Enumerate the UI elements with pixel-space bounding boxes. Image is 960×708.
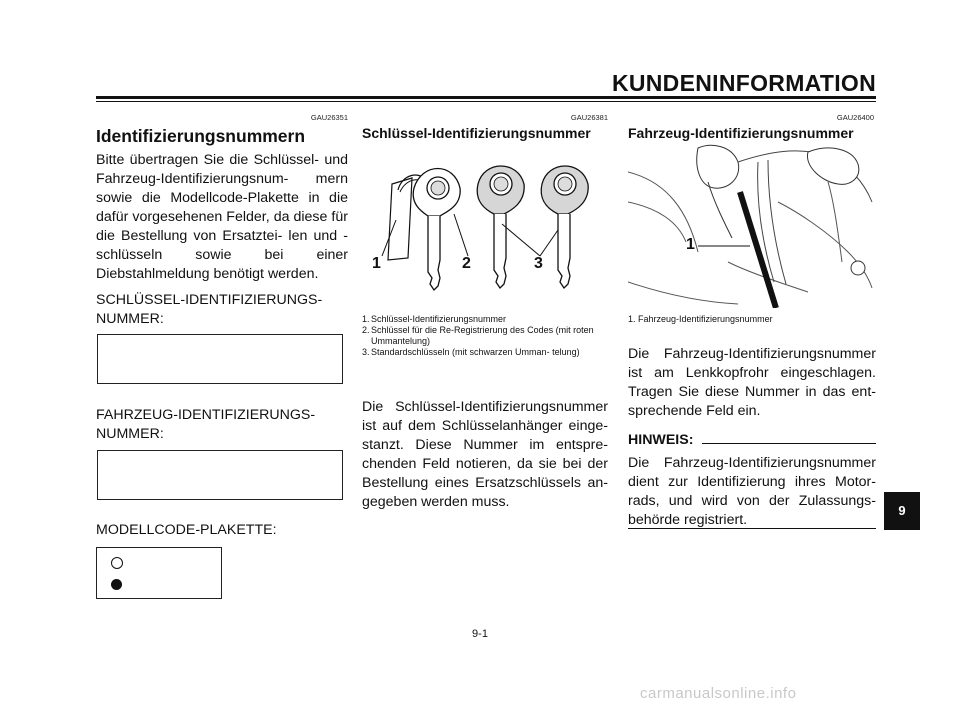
note-title: HINWEIS: [628,432,694,448]
key-paragraph: Die Schlüssel-Identifizierungsnummer ist auf dem Schlüsselanhänger einge- stanzt. Diese Nummer im entspre- chenden Feld notieren, da sie bei der Bestellung eines Ersatzschlüssels an- gegeben werden muss. [362,399,608,510]
leader-line-3b [502,224,540,256]
yamaha-logo-icon [431,181,445,195]
yamaha-logo-icon [494,177,508,191]
key-figure-captions [362,314,608,358]
header-rule [96,96,876,99]
intro-paragraph: Bitte übertragen Sie die Schlüssel- und Fahrzeug-Identifizierungsnum- mern sowie die Modellcode-Plakette in die dafür vorgesehenen Felder, da diese für die Bestellung von Ersatztei- len und -schlüsseln sowie bei einer Diebstahlmeldung benötigt werden. [96,152,348,282]
vin-label-line2: NUMMER: [96,426,164,442]
vin-field[interactable] [97,450,343,500]
key-id-label-line2: NUMMER: [96,311,164,327]
yamaha-logo-icon [558,177,572,191]
section-code: GAU26400 [836,113,874,122]
keys-figure [362,160,608,300]
vin-label-line1: FAHRZEUG-IDENTIFIZIERUNGS- [96,407,316,423]
callout-1: 1 [686,236,695,253]
open-circle-icon [111,557,123,569]
frame-figure-caption: 1. Fahrzeug-Identifizierungsnummer [628,314,773,324]
frame-figure [628,142,876,308]
caption-item: 3. Standardschlüsseln (mit schwarzen Umman- telung) [362,347,580,357]
filled-circle-icon [111,579,122,590]
note-end-rule [628,528,876,529]
watermark: carmanualsonline.info [640,685,797,702]
leader-line-3a [540,230,558,256]
key-id-field[interactable] [97,334,343,384]
callout-3: 3 [534,255,543,272]
key-id-label [96,291,322,329]
page-title: KUNDENINFORMATION [611,70,876,96]
section-code: GAU26351 [310,113,348,122]
key-tag [388,178,412,260]
key-id-label-line1: SCHLÜSSEL-IDENTIFIZIERUNGS- [96,292,323,308]
caption-item: 1. Schlüssel-Identifizierungsnummer [362,314,507,324]
callout-2: 2 [462,255,471,272]
section-heading: Fahrzeug-Identifizierungsnummer [628,125,854,141]
model-code-label: MODELLCODE-PLAKETTE: [96,522,277,538]
model-code-field[interactable] [96,547,222,599]
note-rule [702,443,876,444]
caption-item: 2. Schlüssel für die Re-Registrierung des Codes (mit roten Ummantelung) [362,325,594,346]
section-heading: Schlüssel-Identifizierungsnummer [362,125,591,141]
header-rule-thin [96,101,876,102]
leader-line-2 [454,214,468,256]
chapter-tab: 9 [884,492,920,530]
vin-label [96,406,315,444]
note-paragraph: Die Fahrzeug-Identifizierungsnummer dient zur Identifizierung ihres Motor- rads, und wird von der Zulassungs- behörde registriert. [628,455,876,528]
page-number: 9-1 [472,628,488,640]
section-code: GAU26381 [570,113,608,122]
section-heading: Identifizierungsnummern [96,126,306,146]
callout-1: 1 [372,255,381,272]
vin-paragraph: Die Fahrzeug-Identifizierungsnummer ist am Lenkkopfrohr eingeschlagen. Tragen Sie diese Nummer in das ent- sprechende Feld ein. [628,346,876,419]
